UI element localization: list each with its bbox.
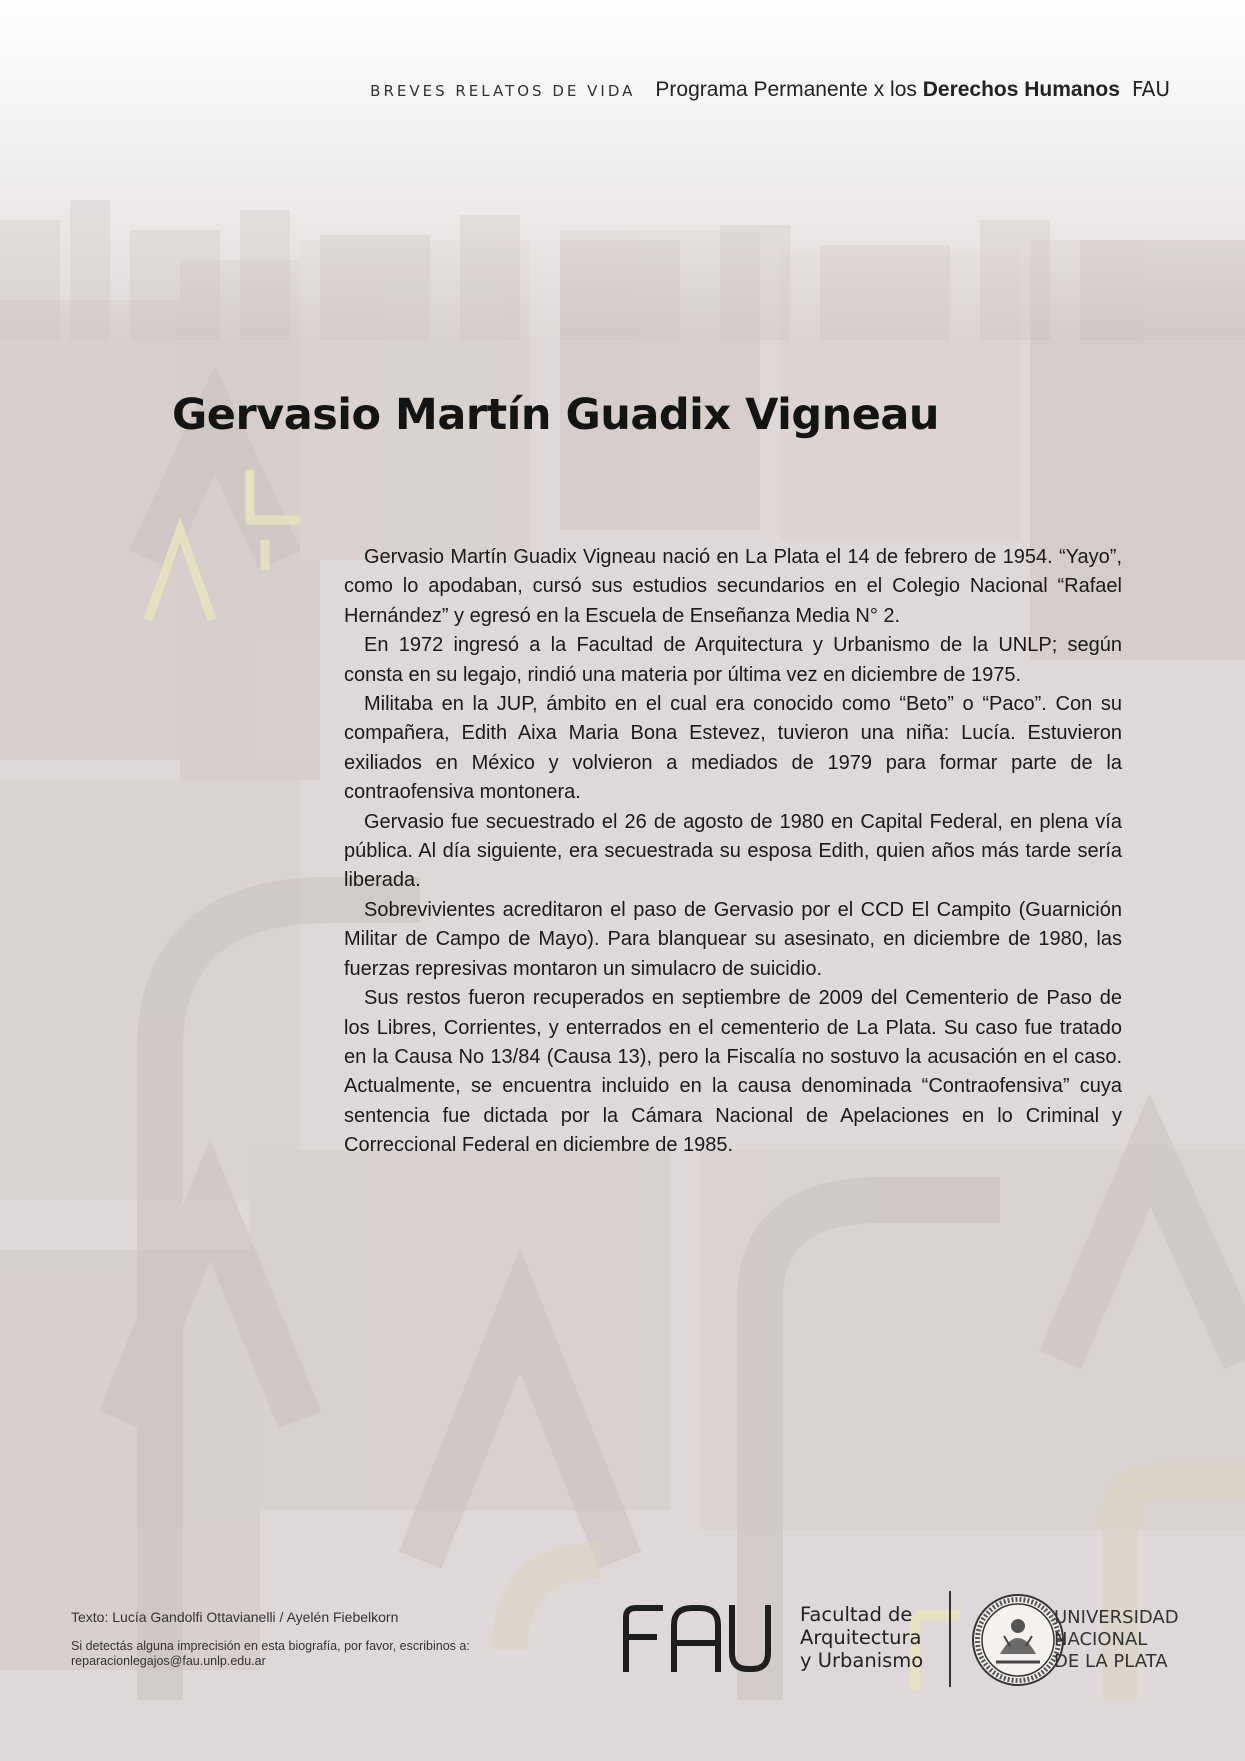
unlp-institution-name: UNIVERSIDAD NACIONAL DE LA PLATA [1054,1607,1179,1672]
logo-divider [949,1591,951,1687]
fau-logo [622,1603,772,1673]
program-prefix: Programa Permanente x los [655,78,923,101]
bio-paragraph: Gervasio fue secuestrado el 26 de agosto de 1980 en Capital Federal, en plena vía pública. Al día siguiente, era secuestrada su esposa Edith, quien años más tarde sería liberada. [344,810,1122,892]
biography-text [344,543,1122,1161]
footer-credits [71,1609,491,1669]
program-bold: Derechos Humanos [922,78,1120,101]
unlp-seal-icon [970,1592,1066,1688]
author-credit: Texto: Lucía Gandolfi Ottavianelli / Ayelén Fiebelkorn [71,1609,399,1625]
page-title: Gervasio Martín Guadix Vigneau [172,390,940,440]
bio-paragraph: Sus restos fueron recuperados en septiembre de 2009 del Cementerio de Paso de los Libres, Corrientes, y enterrados en el cementerio de La Plata. Su caso fue tratado en la Causa No 13/84 (Causa 13), pero la Fiscalía no sostuvo la acusación en el caso. Actualmente, se encuentra incluido en la causa denominada “Contraofensiva” cuya sentencia fue dictada por la Cámara Nacional de Apelaciones en lo Criminal y Correccional Federal en diciembre de 1985. [344,987,1122,1157]
bio-paragraph: Sobrevivientes acreditaron el paso de Gervasio por el CCD El Campito (Guarnición Militar de Campo de Mayo). Para blanquear su asesinato, en diciembre de 1980, las fuerzas represivas montaron un simulacro de suicidio. [344,898,1122,980]
bio-paragraph: Militaba en la JUP, ámbito en el cual era conocido como “Beto” o “Paco”. Con su compañera, Edith Aixa Maria Bona Estevez, tuvieron una niña: Lucía. Estuvieron exiliados en México y volvieron a mediados de 1979 para formar parte de la contraofensiva montonera. [344,693,1122,804]
bio-paragraph: Gervasio Martín Guadix Vigneau nació en La Plata el 14 de febrero de 1954. “Yayo”, como lo apodaban, cursó sus estudios secundarios en el Colegio Nacional “Rafael Hernández” y egresó en la Escuela de Enseñanza Media N° 2. [344,546,1122,627]
series-title: BREVES RELATOS DE VIDA [370,82,636,100]
program-title [655,78,1120,101]
correction-note: Si detectás alguna imprecisión en esta biografía, por favor, escribinos a: reparacionlegajos@fau.unlp.edu.ar [71,1639,470,1668]
fau-institution-name: Facultad de Arquitectura y Urbanismo [800,1603,924,1672]
fau-tag: FAU [1132,77,1170,101]
bio-paragraph: En 1972 ingresó a la Facultad de Arquitectura y Urbanismo de la UNLP; según consta en su legajo, rindió una materia por última vez en diciembre de 1975. [344,634,1122,686]
page-header [0,74,1170,106]
